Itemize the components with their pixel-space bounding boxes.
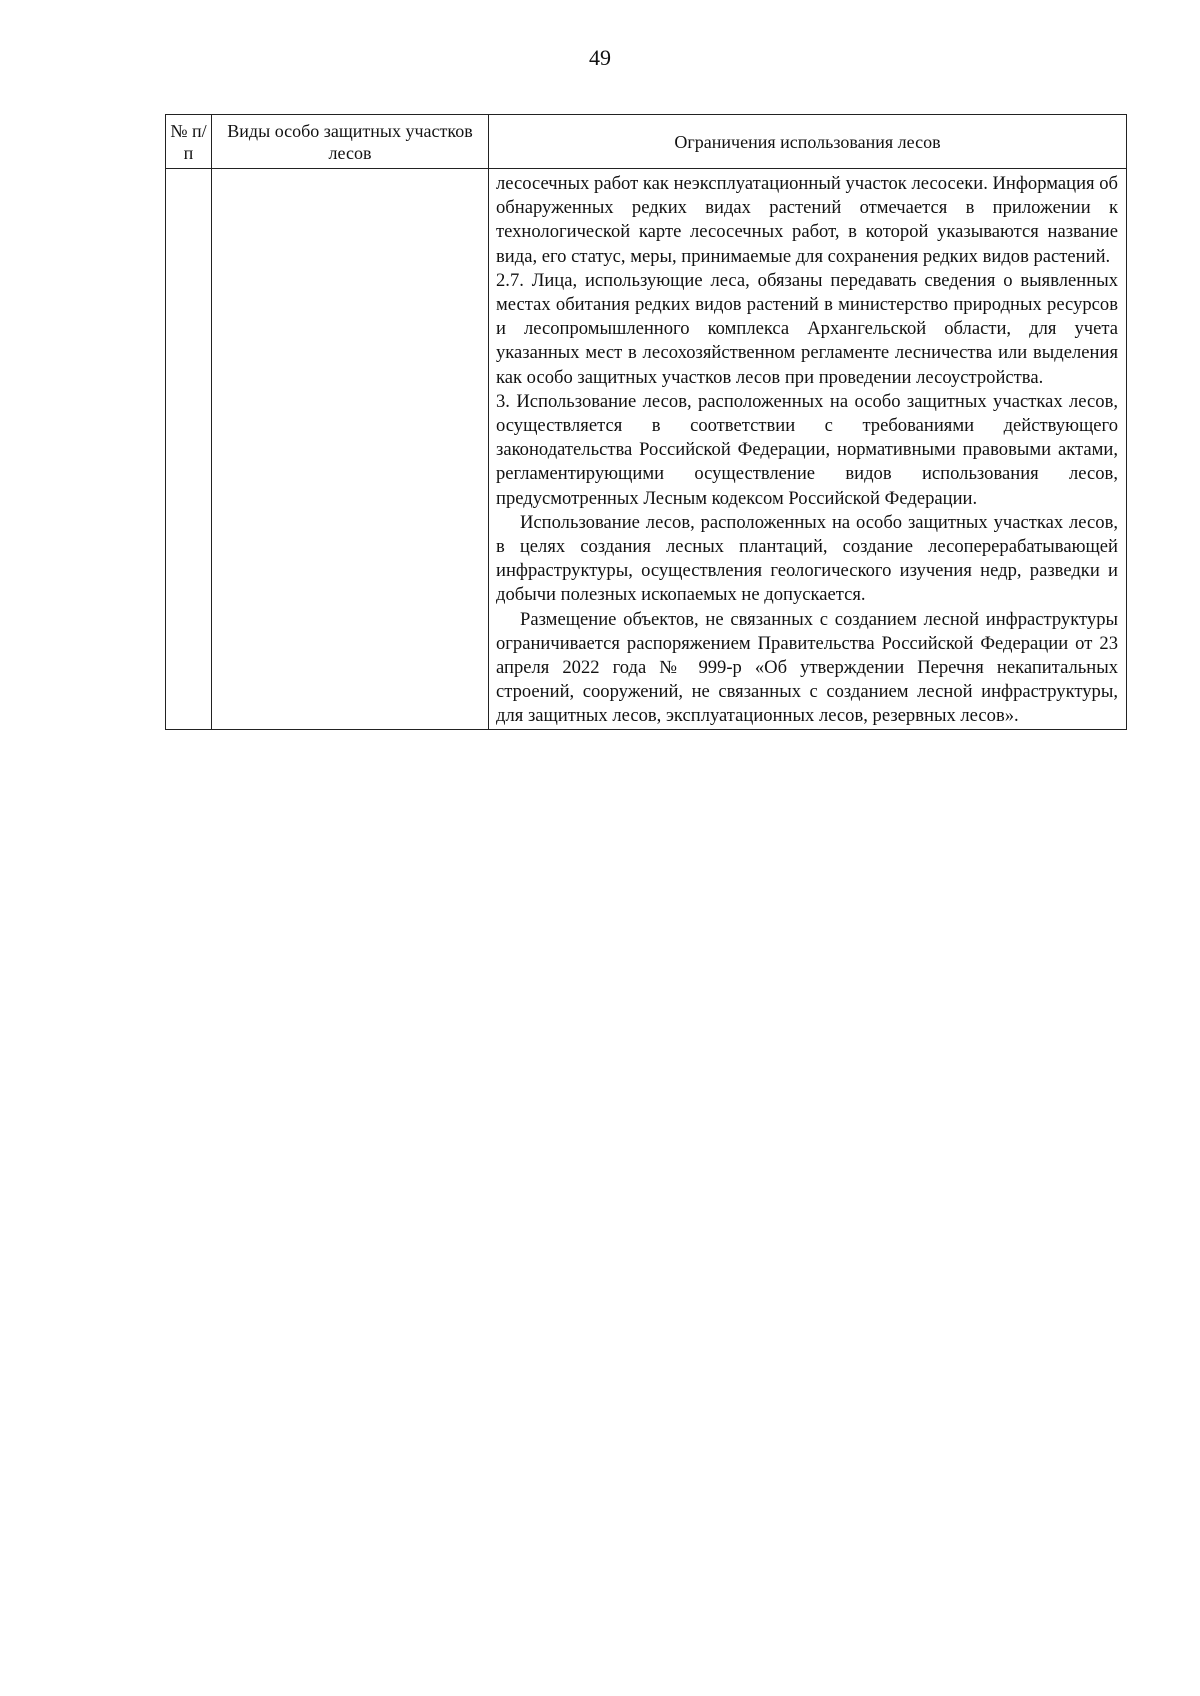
restrictions-table bbox=[165, 114, 1127, 730]
limits-paragraph-3: 3. Использование лесов, расположенных на особо защитных участках лесов, осуществляется в соответствии с требованиями действующего законодательства Российской Федерации, нормативными правовыми актами, регламентирующими осуществление видов использования лесов, предусмотренных Лесным кодексом Российской Федерации. bbox=[496, 390, 1118, 509]
table-body bbox=[166, 169, 1127, 730]
page-number: 49 bbox=[589, 45, 611, 70]
table-row bbox=[166, 169, 1127, 730]
limits-paragraph-4: Использование лесов, расположенных на особо защитных участках лесов, в целях создания лесных плантаций, создание лесоперерабатывающей инфраструктуры, осуществления геологического изучения недр, разведки и добычи полезных ископаемых не допускается. bbox=[496, 511, 1118, 606]
cell-num bbox=[166, 169, 212, 730]
header-limits: Ограничения использования лесов bbox=[489, 115, 1127, 169]
header-type: Виды особо защитных участков лесов bbox=[212, 115, 489, 169]
cell-limits bbox=[489, 169, 1127, 730]
limits-paragraph-5: Размещение объектов, не связанных с созданием лесной инфраструктуры ограничивается распоряжением Правительства Российской Федерации от 23 апреля 2022 года № 999-р «Об утверждении Перечня некапитальных строений, сооружений, не связанных с созданием лесной инфраструктуры, для защитных лесов, эксплуатационных лесов, резервных лесов». bbox=[496, 608, 1118, 727]
table-header bbox=[166, 115, 1127, 169]
header-row bbox=[166, 115, 1127, 169]
limits-paragraph-1: лесосечных работ как неэксплуатационный участок лесосеки. Информация об обнаруженных редких видах растений отмечается в приложении к технологической карте лесосечных работ, в которой указываются название вида, его статус, меры, принимаемые для сохранения редких видов растений. bbox=[496, 173, 1118, 267]
header-num: № п/п bbox=[166, 115, 212, 169]
cell-type bbox=[212, 169, 489, 730]
limits-paragraph-2: 2.7. Лица, использующие леса, обязаны передавать сведения о выявленных местах обитания редких видов растений в министерство природных ресурсов и лесопромышленного комплекса Архангельской области, для учета указанных мест в лесохозяйственном регламенте лесничества или выделения как особо защитных участков лесов при проведении лесоустройства. bbox=[496, 269, 1118, 388]
